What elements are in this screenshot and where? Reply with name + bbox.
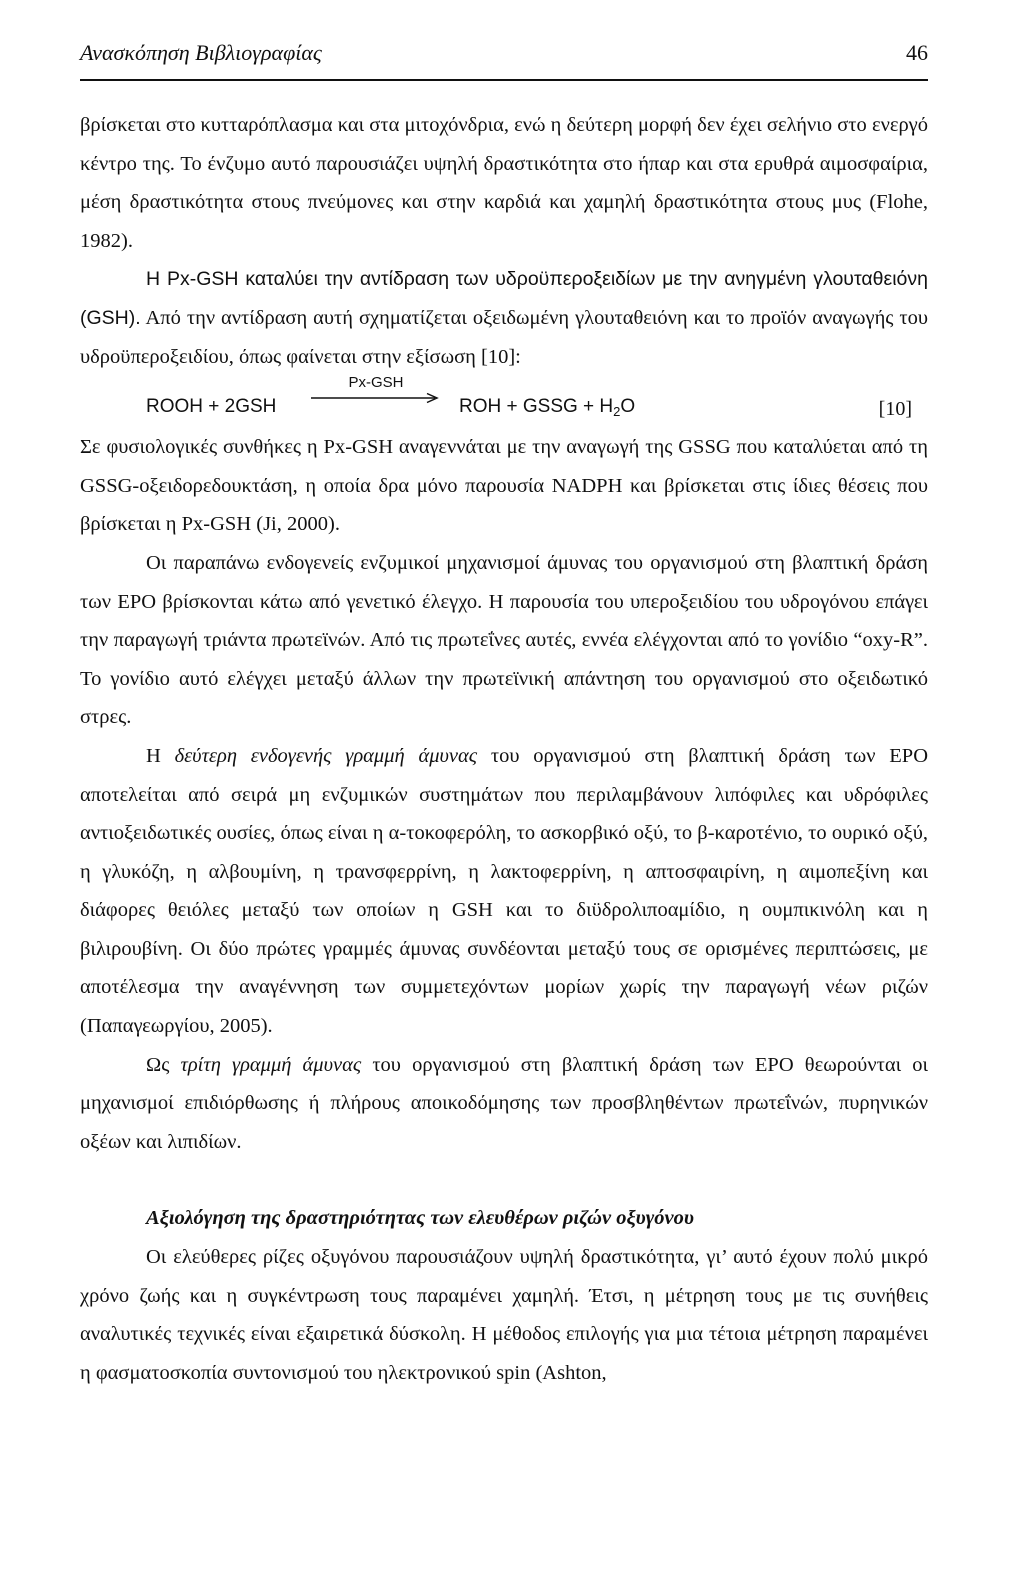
equation-number: [10]	[878, 398, 912, 421]
header-rule	[80, 79, 928, 81]
paragraph-physiological: Σε φυσιολογικές συνθήκες η Px-GSH αναγεννάται με την αναγωγή της GSSG που καταλύεται από τη GSSG-οξειδορεδουκτάση, η οποία δρα μόνο παρουσία NADPH και βρίσκεται στις ίδιες θέσεις που βρίσκεται η Px-GSH (Ji, 2000).	[80, 436, 928, 536]
paragraph-second-line-defense	[80, 737, 928, 1046]
equation-reactants: ROOH + 2GSH	[146, 396, 277, 418]
paragraph-continued: βρίσκεται στο κυτταρόπλασμα και στα μιτοχόνδρια, ενώ η δεύτερη μορφή δεν έχει σελήνιο στο ενεργό κέντρο της. Το ένζυμο αυτό παρουσιάζει υψηλή δραστικότητα στο ήπαρ και στα ερυθρά αιμοσφαίρια, μέση δραστικότητα στους πνεύμονες και στην καρδιά και χαμηλή δραστικότητα στους μυς (Flohe, 1982).	[80, 114, 928, 252]
p5-italic-term: δεύτερη ενδογενής γραμμή άμυνας	[174, 744, 478, 767]
p5-start: Η	[146, 744, 175, 767]
p5-rest: του οργανισμού στη βλαπτική δράση των ΕΡΟ αποτελείται από σειρά μη ενζυμικών συστημάτων που περιλαμβάνουν λιπόφιλες και υδρόφιλες αντιοξειδωτικές ουσίες, όπως είναι η α-τοκοφερόλη, το ασκορβικό οξύ, το β-καροτένιο, το ουρικό οξύ, η γλυκόζη, η αλβουμίνη, η τρανσφερρίνη, η λακτοφερρίνη, η απτοσφαιρίνη, η αιμοπεξίνη και διάφορες θειόλες μεταξύ των οποίων η GSH και το διϋδρολιποαμίδιο, η ουμπικινόλη και η βιλιρουβίνη. Οι δύο πρώτες γραμμές άμυνας συνδέονται μεταξύ τους σε ορισμένες περιπτώσεις, με αποτέλεσμα την αναγέννηση των συμμετεχόντων μορίων χωρίς την παραγωγή νέων ριζών (Παπαγεωργίου, 2005).	[80, 744, 928, 1038]
paragraph-free-radicals: Οι ελεύθερες ρίζες οξυγόνου παρουσιάζουν υψηλή δραστικότητα, γι’ αυτό έχουν πολύ μικρό χρόνο ζωής και η συγκέντρωση τους παραμένει χαμηλή. Έτσι, η μέτρηση τους με τις συνήθεις αναλυτικές τεχνικές είναι εξαιρετικά δύσκολη. Η μέθοδος επιλογής για μια τέτοια μέτρηση παραμένει η φασματοσκοπία συντονισμού του ηλεκτρονικού spin (Ashton,	[80, 1246, 928, 1384]
page-body	[80, 106, 928, 1392]
p6-rest: του οργανισμού στη βλαπτική δράση των ΕΡΟ θεωρούνται οι μηχανισμοί επιδιόρθωσης ή πλήρους αποικοδόμησης των προσβληθέντων πρωτεΐνών, πυρηνικών οξέων και λιπιδίων.	[80, 1053, 928, 1153]
reaction-catalyst: Px-GSH	[348, 374, 404, 392]
page-header	[80, 40, 928, 80]
right-arrow-icon	[311, 392, 441, 404]
paragraph-third-line-defense	[80, 1046, 928, 1162]
paragraph-genetic-control: Οι παραπάνω ενδογενείς ενζυμικοί μηχανισμοί άμυνας του οργανισμού στη βλαπτική δράση των ΕΡΟ βρίσκονται κάτω από γενετικό έλεγχο. Η παρουσία του υπεροξειδίου του υδρογόνου επάγει την παραγωγή τριάντα πρωτεϊνών. Από τις πρωτεΐνες αυτές, εννέα ελέγχονται από το γονίδιο “oxy-R”. Το γονίδιο αυτό ελέγχει μεταξύ άλλων την πρωτεϊνική απάντηση του οργανισμού στο οξειδωτικό στρες.	[80, 551, 928, 729]
page-number: 46	[906, 40, 928, 65]
products-end: O	[620, 396, 636, 418]
running-title: Ανασκόπηση Βιβλιογραφίας	[80, 40, 322, 65]
reaction-intro-text: Η Px-GSH καταλύει την αντίδραση των υδροϋπεροξειδίων με την ανηγμένη γλουταθειόνη (GSH).	[80, 268, 928, 329]
reaction-arrow	[311, 374, 441, 414]
section-heading: Αξιολόγηση της δραστηριότητας των ελευθέρων ριζών οξυγόνου	[146, 1207, 694, 1230]
water-subscript: 2	[613, 404, 621, 420]
equation-10	[80, 374, 928, 428]
reaction-continued-text: Από την αντίδραση αυτή σχηματίζεται οξειδωμένη γλουταθειόνη και το προϊόν αναγωγής του υδροϋπεροξειδίου, όπως φαίνεται στην εξίσωση [10]:	[80, 306, 928, 368]
p6-italic-term: τρίτη γραμμή άμυνας	[180, 1053, 362, 1076]
section-gap	[80, 1161, 928, 1199]
paragraph-pxgsh-reaction	[80, 260, 928, 376]
equation-products	[459, 388, 635, 432]
products-main: ROH + GSSG + H	[459, 396, 614, 418]
p6-start: Ως	[146, 1053, 181, 1076]
